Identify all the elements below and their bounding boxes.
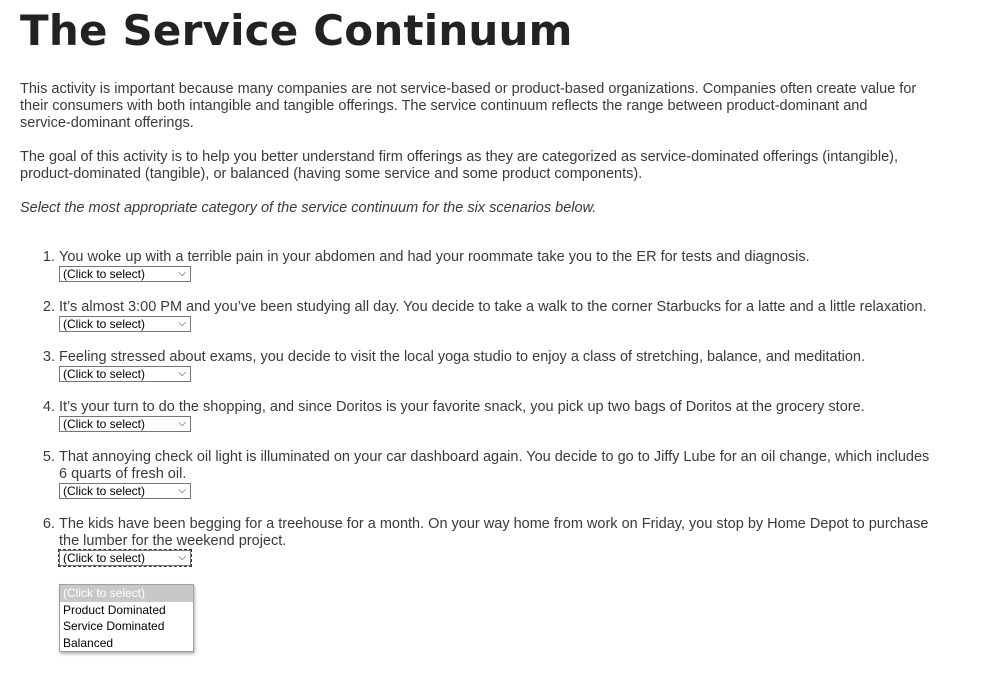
intro-paragraph-2: The goal of this activity is to help you better understand firm offerings as they are categorized as service-dominated offerings (intangible), product-dominated (tangible), or balanced (having some service and some product components).	[20, 149, 898, 182]
scenario-text: Feeling stressed about exams, you decide to visit the local yoga studio to enjoy a class of stretching, balance, and meditation.	[59, 349, 866, 365]
intro-paragraph-1: This activity is important because many companies are not service-based or product-based organizations. Companies often create value for their consumers with both intangible and tangible offerings. The service continuum reflects the range between product-dominant and service-dominant offerings.	[20, 81, 917, 131]
chevron-down-icon: ⌵	[178, 268, 186, 279]
chevron-down-icon: ⌵	[178, 318, 186, 329]
scenario-6-select[interactable]	[59, 550, 191, 566]
select-value: (Click to select)	[63, 367, 146, 381]
page-title: The Service Continuum	[20, 6, 573, 55]
dropdown-option-placeholder[interactable]: (Click to select)	[60, 585, 193, 602]
chevron-down-icon: ⌵	[178, 368, 186, 379]
scenario-text: That annoying check oil light is illuminated on your car dashboard again. You decide to go to Jiffy Lube for an oil change, which includes 6 quarts of fresh oil.	[59, 449, 930, 482]
chevron-down-icon: ⌵	[178, 485, 186, 496]
select-value: (Click to select)	[63, 317, 146, 331]
scenario-3-select[interactable]	[59, 366, 191, 382]
select-value: (Click to select)	[63, 484, 146, 498]
dropdown-option-balanced[interactable]: Balanced	[63, 635, 114, 650]
select-value: (Click to select)	[63, 267, 146, 281]
scenario-text: The kids have been begging for a treehouse for a month. On your way home from work on Friday, you stop by Home Depot to purchase the lumber for the weekend project.	[59, 516, 929, 549]
scenario-1-select[interactable]	[59, 266, 191, 282]
scenario-text: You woke up with a terrible pain in your abdomen and had your roommate take you to the ER for tests and diagnosis.	[59, 249, 810, 265]
scenario-item-3	[59, 349, 939, 382]
chevron-down-icon: ⌵	[178, 418, 186, 429]
scenario-item-4	[59, 399, 939, 432]
select-dropdown-list	[59, 584, 194, 652]
select-value: (Click to select)	[63, 417, 146, 431]
scenario-item-1	[59, 249, 939, 282]
scenario-text: It’s almost 3:00 PM and you’ve been studying all day. You decide to take a walk to the corner Starbucks for a latte and a little relaxation.	[59, 299, 927, 315]
dropdown-option-product-dominated[interactable]: Product Dominated	[63, 602, 166, 617]
scenario-4-select[interactable]	[59, 416, 191, 432]
scenario-item-2	[59, 299, 939, 332]
scenario-list	[20, 249, 939, 566]
scenario-2-select[interactable]	[59, 316, 191, 332]
page-content	[20, 0, 980, 583]
scenario-text: It’s your turn to do the shopping, and since Doritos is your favorite snack, you pick up two bags of Doritos at the grocery store.	[59, 399, 865, 415]
dropdown-option-service-dominated[interactable]: Service Dominated	[63, 619, 165, 633]
scenario-item-6	[59, 516, 939, 566]
scenario-item-5	[59, 449, 939, 499]
instruction-text: Select the most appropriate category of the service continuum for the six scenarios below.	[20, 200, 597, 216]
select-value: (Click to select)	[63, 551, 146, 565]
chevron-down-icon: ⌵	[178, 552, 186, 563]
scenario-5-select[interactable]	[59, 483, 191, 499]
